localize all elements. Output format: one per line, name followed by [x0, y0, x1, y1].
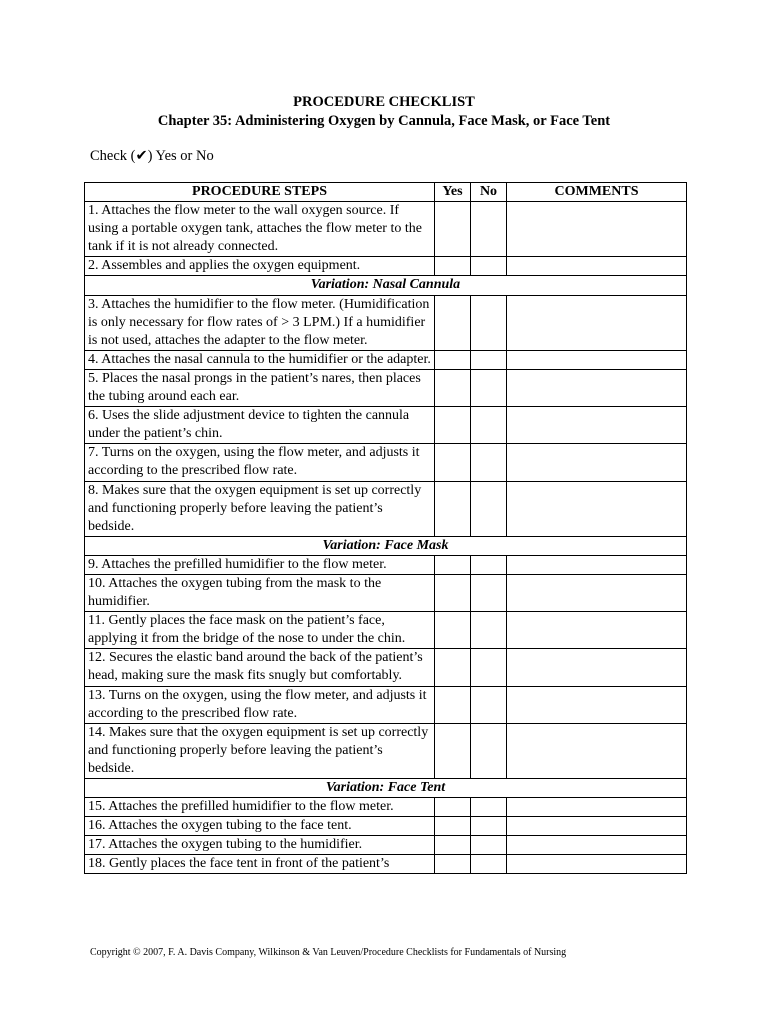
comments-cell[interactable] [507, 202, 687, 257]
yes-checkbox-cell[interactable] [435, 649, 471, 686]
yes-checkbox-cell[interactable] [435, 202, 471, 257]
procedure-step-text: 17. Attaches the oxygen tubing to the humidifier. [85, 836, 435, 855]
variation-heading: Variation: Nasal Cannula [85, 276, 687, 295]
procedure-step-text: 18. Gently places the face tent in front of the patient’s [85, 855, 435, 874]
comments-cell[interactable] [507, 836, 687, 855]
comments-cell[interactable] [507, 612, 687, 649]
yes-checkbox-cell[interactable] [435, 855, 471, 874]
yes-checkbox-cell[interactable] [435, 612, 471, 649]
yes-checkbox-cell[interactable] [435, 686, 471, 723]
yes-checkbox-cell[interactable] [435, 723, 471, 778]
table-row [85, 855, 687, 874]
table-row [85, 555, 687, 574]
procedure-step-text: 15. Attaches the prefilled humidifier to the flow meter. [85, 798, 435, 817]
comments-cell[interactable] [507, 407, 687, 444]
no-checkbox-cell[interactable] [471, 723, 507, 778]
comments-cell[interactable] [507, 295, 687, 350]
table-row [85, 295, 687, 350]
procedure-step-text: 12. Secures the elastic band around the back of the patient’s head, making sure the mask fits snugly but comfortably. [85, 649, 435, 686]
table-header-row [85, 183, 687, 202]
no-checkbox-cell[interactable] [471, 555, 507, 574]
variation-heading-row [85, 536, 687, 555]
table-row [85, 574, 687, 611]
no-checkbox-cell[interactable] [471, 350, 507, 369]
no-checkbox-cell[interactable] [471, 798, 507, 817]
yes-checkbox-cell[interactable] [435, 295, 471, 350]
table-row [85, 369, 687, 406]
table-row [85, 257, 687, 276]
procedure-checklist-table [84, 182, 687, 874]
procedure-step-text: 4. Attaches the nasal cannula to the humidifier or the adapter. [85, 350, 435, 369]
comments-cell[interactable] [507, 257, 687, 276]
variation-heading-row [85, 779, 687, 798]
comments-cell[interactable] [507, 350, 687, 369]
yes-checkbox-cell[interactable] [435, 444, 471, 481]
procedure-step-text: 10. Attaches the oxygen tubing from the mask to the humidifier. [85, 574, 435, 611]
copyright-footer: Copyright © 2007, F. A. Davis Company, Wilkinson & Van Leuven/Procedure Checklists for Fundamentals of Nursing [90, 947, 567, 958]
procedure-step-text: 6. Uses the slide adjustment device to tighten the cannula under the patient’s chin. [85, 407, 435, 444]
no-checkbox-cell[interactable] [471, 574, 507, 611]
yes-checkbox-cell[interactable] [435, 798, 471, 817]
yes-checkbox-cell[interactable] [435, 836, 471, 855]
procedure-step-text: 13. Turns on the oxygen, using the flow meter, and adjusts it according to the prescribed flow rate. [85, 686, 435, 723]
table-row [85, 836, 687, 855]
table-row [85, 817, 687, 836]
variation-heading: Variation: Face Tent [85, 779, 687, 798]
procedure-step-text: 7. Turns on the oxygen, using the flow meter, and adjusts it according to the prescribed flow rate. [85, 444, 435, 481]
procedure-step-text: 3. Attaches the humidifier to the flow meter. (Humidification is only necessary for flow rates of > 3 LPM.) If a humidifier is not used, attaches the adapter to the flow meter. [85, 295, 435, 350]
comments-cell[interactable] [507, 686, 687, 723]
table-row [85, 481, 687, 536]
no-checkbox-cell[interactable] [471, 202, 507, 257]
header-yes: Yes [435, 183, 471, 202]
comments-cell[interactable] [507, 444, 687, 481]
comments-cell[interactable] [507, 798, 687, 817]
comments-cell[interactable] [507, 369, 687, 406]
document-title: PROCEDURE CHECKLIST [293, 94, 475, 110]
no-checkbox-cell[interactable] [471, 649, 507, 686]
comments-cell[interactable] [507, 649, 687, 686]
header-procedure-steps: PROCEDURE STEPS [85, 183, 435, 202]
table-row [85, 723, 687, 778]
comments-cell[interactable] [507, 855, 687, 874]
yes-checkbox-cell[interactable] [435, 407, 471, 444]
yes-checkbox-cell[interactable] [435, 574, 471, 611]
comments-cell[interactable] [507, 574, 687, 611]
no-checkbox-cell[interactable] [471, 686, 507, 723]
yes-checkbox-cell[interactable] [435, 481, 471, 536]
check-instruction: Check (✔) Yes or No [90, 148, 214, 164]
table-row [85, 612, 687, 649]
table-row [85, 798, 687, 817]
table-row [85, 649, 687, 686]
variation-heading: Variation: Face Mask [85, 536, 687, 555]
no-checkbox-cell[interactable] [471, 855, 507, 874]
procedure-step-text: 2. Assembles and applies the oxygen equipment. [85, 257, 435, 276]
header-comments: COMMENTS [507, 183, 687, 202]
yes-checkbox-cell[interactable] [435, 555, 471, 574]
table-row [85, 444, 687, 481]
procedure-step-text: 5. Places the nasal prongs in the patient’s nares, then places the tubing around each ear. [85, 369, 435, 406]
table-row [85, 350, 687, 369]
procedure-step-text: 14. Makes sure that the oxygen equipment is set up correctly and functioning properly before leaving the patient’s bedside. [85, 723, 435, 778]
yes-checkbox-cell[interactable] [435, 257, 471, 276]
comments-cell[interactable] [507, 817, 687, 836]
no-checkbox-cell[interactable] [471, 817, 507, 836]
procedure-step-text: 1. Attaches the flow meter to the wall oxygen source. If using a portable oxygen tank, attaches the flow meter to the tank if it is not already connected. [85, 202, 435, 257]
no-checkbox-cell[interactable] [471, 257, 507, 276]
comments-cell[interactable] [507, 723, 687, 778]
no-checkbox-cell[interactable] [471, 295, 507, 350]
procedure-step-text: 16. Attaches the oxygen tubing to the face tent. [85, 817, 435, 836]
yes-checkbox-cell[interactable] [435, 350, 471, 369]
no-checkbox-cell[interactable] [471, 481, 507, 536]
checklist-body [85, 202, 687, 874]
procedure-step-text: 9. Attaches the prefilled humidifier to the flow meter. [85, 555, 435, 574]
comments-cell[interactable] [507, 481, 687, 536]
no-checkbox-cell[interactable] [471, 612, 507, 649]
no-checkbox-cell[interactable] [471, 444, 507, 481]
yes-checkbox-cell[interactable] [435, 369, 471, 406]
header-no: No [471, 183, 507, 202]
yes-checkbox-cell[interactable] [435, 817, 471, 836]
table-row [85, 686, 687, 723]
document-subtitle: Chapter 35: Administering Oxygen by Cannula, Face Mask, or Face Tent [157, 113, 611, 129]
no-checkbox-cell[interactable] [471, 407, 507, 444]
comments-cell[interactable] [507, 555, 687, 574]
no-checkbox-cell[interactable] [471, 369, 507, 406]
no-checkbox-cell[interactable] [471, 836, 507, 855]
variation-heading-row [85, 276, 687, 295]
procedure-step-text: 8. Makes sure that the oxygen equipment is set up correctly and functioning properly before leaving the patient’s bedside. [85, 481, 435, 536]
table-row [85, 202, 687, 257]
table-row [85, 407, 687, 444]
procedure-step-text: 11. Gently places the face mask on the patient’s face, applying it from the bridge of the nose to under the chin. [85, 612, 435, 649]
